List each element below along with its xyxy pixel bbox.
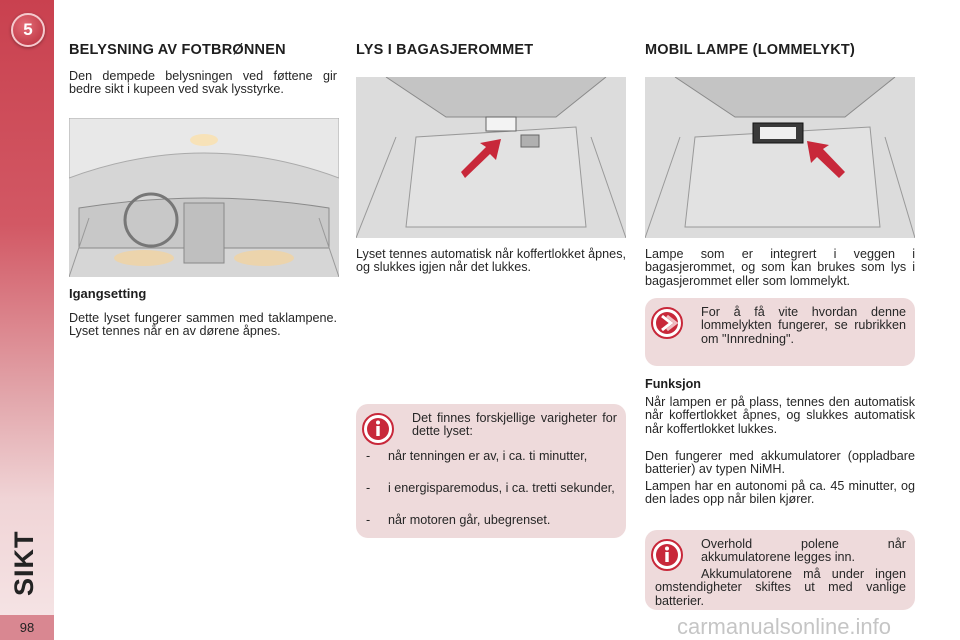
chapter-number-badge [11,13,45,47]
info-icon [361,412,395,446]
section-label: SIKT [9,530,39,596]
reference-note [645,298,915,366]
trunk-light-text: Lyset tennes automatisk når koffertlokket åpnes, og slukkes igjen når det lukkes. [356,247,626,275]
light-duration-note: Det finnes forskjellige varigheter for dette lyset: - når tenningen er av, i ca. ti minutter, - i energisparemodus, i ca. tretti sekunder, - når motoren går, ubegrenset. [356,404,626,538]
polarity-warning-text: Overhold polene når akkumulatorene legges inn. [701,537,906,565]
arrow-reference-icon [650,306,684,340]
autonomy-text: Lampen har en autonomi på ca. 45 minutter, og den lades opp når bilen kjører. [645,479,915,507]
portable-lamp-image [645,77,915,238]
battery-type-text: Den fungerer med akkumulatorer (oppladbare batterier) av typen NiMH. [645,449,915,477]
activation-subheading: Igangsetting [69,286,147,301]
function-text: Når lampen er på plass, tennes den automatisk når koffertlokket åpnes, og slukkes automatisk når koffertlokket lukkes. [645,395,915,436]
trunk-light-image [356,77,626,238]
info-icon [650,538,684,572]
footwell-lighting-title: BELYSNING AV FOTBRØNNEN [69,42,286,58]
reference-text: For å få vite hvordan denne lommelykten fungerer, se rubrikken om "Innredning". [701,305,906,346]
chapter-number: 5 [23,20,33,39]
watermark: carmanualsonline.info [677,614,892,639]
function-subheading: Funksjon [645,377,701,391]
portable-lamp-text: Lampe som er integrert i veggen i bagasjerommet, og som kan brukes som lys i bagasjerommet eller som lommelykt. [645,247,915,288]
portable-lamp-title: MOBIL LAMPE (LOMMELYKT) [645,42,856,58]
duration-intro-text: Det finnes forskjellige varigheter for dette lyset: [412,411,617,439]
page-number: 98 [0,615,54,640]
battery-replacement-warning-text: Akkumulatorene må under ingen omstendigheter skiftes ut med vanlige batterier. [655,567,906,608]
battery-warning-note [645,530,915,610]
car-interior-dashboard-image [69,118,339,277]
footwell-intro-text: Den dempede belysningen ved føttene gir bedre sikt i kupeen ved svak lysstyrke. [69,69,337,97]
trunk-light-title: LYS I BAGASJEROMMET [356,42,534,58]
activation-text: Dette lyset fungerer sammen med taklampene. Lyset tennes når en av dørene åpnes. [69,311,337,339]
